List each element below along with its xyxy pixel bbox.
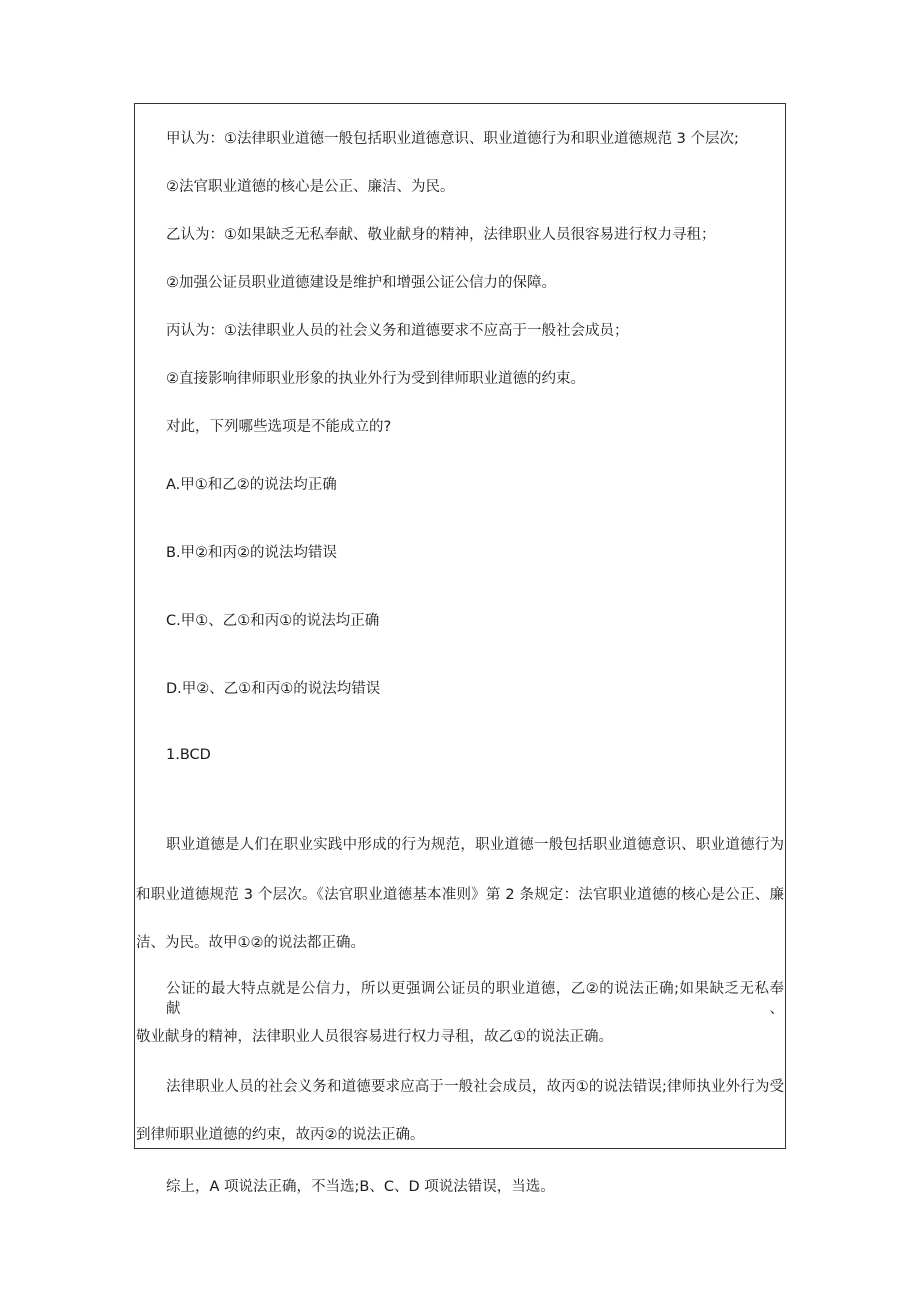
explanation-p1-line2: 和职业道德规范 3 个层次。《法官职业道德基本准则》第 2 条规定：法官职业道德的核心是公正、廉	[136, 887, 784, 903]
statement-bing-1: 丙认为：①法律职业人员的社会义务和道德要求不应高于一般社会成员；	[166, 323, 629, 339]
option-a: A.甲①和乙②的说法均正确	[166, 477, 337, 493]
statement-jia-2: ②法官职业道德的核心是公正、廉洁、为民。	[166, 179, 455, 195]
statement-jia-1: 甲认为：①法律职业道德一般包括职业道德意识、职业道德行为和职业道德规范 3 个层次;	[166, 131, 739, 147]
option-b: B.甲②和丙②的说法均错误	[166, 545, 338, 561]
option-c: C.甲①、乙①和丙①的说法均正确	[166, 613, 380, 629]
explanation-p1-line1: 职业道德是人们在职业实践中形成的行为规范，职业道德一般包括职业道德意识、职业道德行为	[166, 837, 784, 853]
option-d: D.甲②、乙①和丙①的说法均错误	[166, 681, 381, 697]
statement-yi-2: ②加强公证员职业道德建设是维护和增强公证公信力的保障。	[166, 275, 556, 291]
explanation-p2-line1: 公证的最大特点就是公信力，所以更强调公证员的职业道德，乙②的说法正确;如果缺乏无私奉献、	[166, 981, 784, 1017]
explanation-p3-line1: 法律职业人员的社会义务和道德要求应高于一般社会成员，故丙①的说法错误;律师执业外行为受	[166, 1079, 784, 1095]
explanation-p3-line2: 到律师职业道德的约束，故丙②的说法正确。	[136, 1127, 425, 1143]
explanation-p1-line3: 洁、为民。故甲①②的说法都正确。	[136, 935, 365, 951]
question-text: 对此，下列哪些选项是不能成立的?	[166, 419, 392, 435]
statement-bing-2: ②直接影响律师职业形象的执业外行为受到律师职业道德的约束。	[166, 371, 585, 387]
explanation-p2-line2: 敬业献身的精神，法律职业人员很容易进行权力寻租，故乙①的说法正确。	[136, 1029, 613, 1045]
answer-text: 1.BCD	[166, 747, 211, 763]
statement-yi-1: 乙认为：①如果缺乏无私奉献、敬业献身的精神，法律职业人员很容易进行权力寻租；	[166, 227, 716, 243]
summary-text: 综上，A 项说法正确，不当选;B、C、D 项说法错误，当选。	[166, 1179, 555, 1195]
